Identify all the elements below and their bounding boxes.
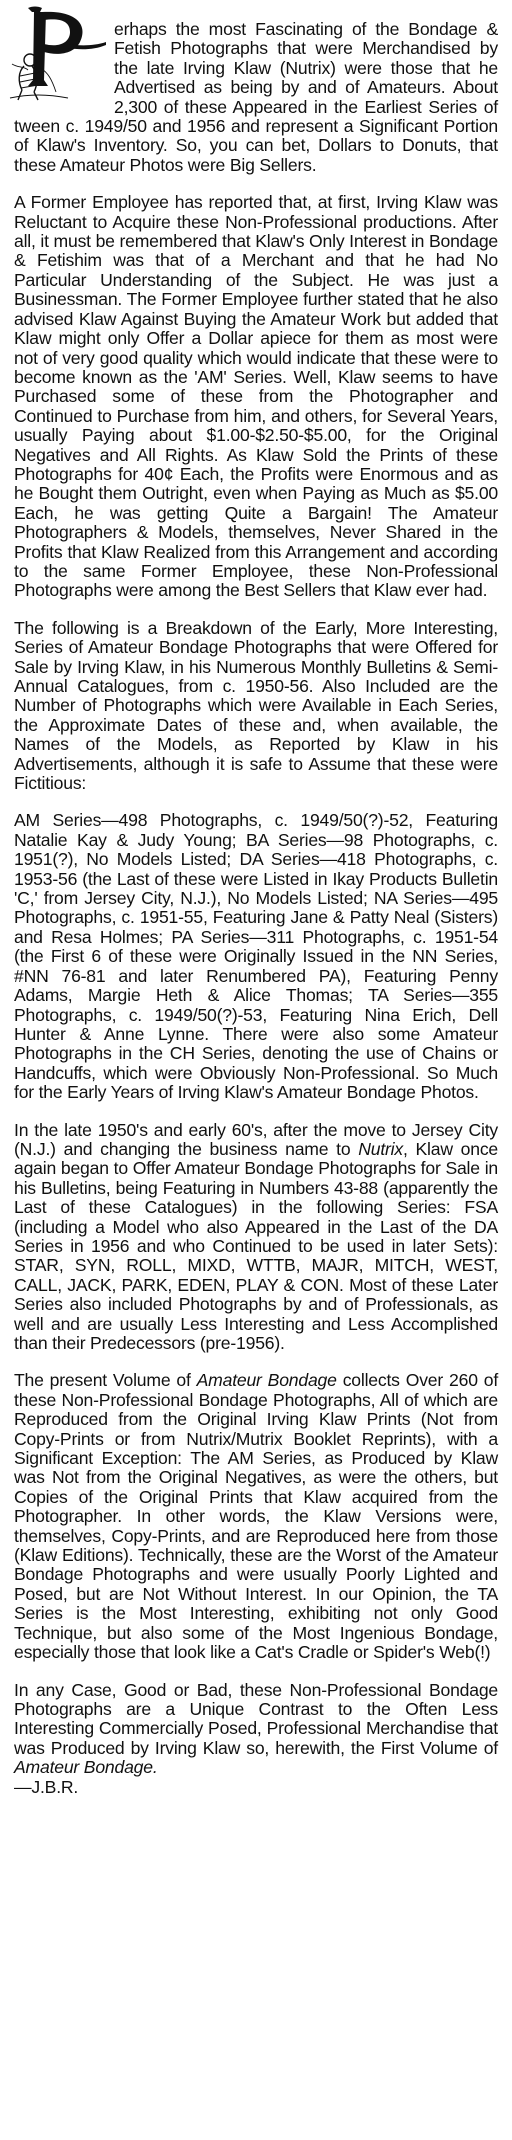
author-signature: —J.B.R. <box>14 1776 79 1797</box>
paragraph-intro-text: erhaps the most Fascinating of the Bondage & Fetish Photographs that were Merchandised by the late Irving Klaw (Nutrix) were those that he Advertised as being by and of Amateurs. About 2,300 of these Appeared in the Earliest Series of tween c. 1949/50 and 1956 and represent a Significant Portion of Klaw's Inventory. So, you can bet, Dollars to Donuts, that these Amateur Photos were Big Sellers. <box>14 19 498 175</box>
paragraph-present-volume-a: The present Volume of <box>14 1370 197 1391</box>
business-name: Nutrix <box>358 1138 403 1159</box>
paragraph-later-series-a: In the late 1950's and early 60's, after the move to Jersey City (N.J.) and changing the business name to <box>14 1119 498 1159</box>
paragraph-present-volume <box>14 1371 498 1662</box>
volume-title: Amateur Bondage <box>196 1370 337 1391</box>
volume-title-closing: Amateur Bondage. <box>14 1757 158 1778</box>
paragraph-later-series-b: , Klaw once again began to Offer Amateur Bondage Photographs for Sale in his Bulletins, being Featuring in Numbers 43-88 (apparently the Last of these Catalogues) in the following Series: FSA (including a Model who also Appeared in the Last of the DA Series in 1956 and who Continued to be used in later Sets): STAR, SYN, ROLL, MIXD, WTTB, MAJR, MITCH, WEST, CALL, JACK, PARK, EDEN, PLAY & CON. Most of these Later Series also included Photographs by and of Professionals, as well and are usually Less Interesting and Less Accomplished than their Predecessors (pre-1956). <box>14 1138 498 1353</box>
paragraph-present-volume-b: collects Over 260 of these Non-Professional Bondage Photographs, All of which are Reproduced from the Original Irving Klaw Prints (Not from Copy-Prints or from Nutrix/Mutrix Booklet Reprints), with a Significant Exception: The AM Series, as Produced by Klaw was Not from the Original Negatives, as were the others, but Copies of the Original Prints that Klaw acquired from the Photographer. In other words, the Klaw Versions were, themselves, Copy-Prints, and are Reproduced here from those (Klaw Editions). Technically, these are the Worst of the Amateur Bondage Photographs and were usually Poorly Lighted and Posed, but are Not Without Interest. In our Opinion, the TA Series is the Most Interesting, exhibiting not only Good Technique, but also some of the Most Ingenious Bondage, especially those that look like a Cat's Cradle or Spider's Web(!) <box>14 1370 499 1663</box>
paragraph-later-series <box>14 1121 498 1354</box>
paragraph-conclusion <box>14 1681 498 1778</box>
paragraph-series-list: AM Series—498 Photographs, c. 1949/50(?)-52, Featuring Natalie Kay & Judy Young; BA Series—98 Photographs, c. 1951(?), No Models Listed; DA Series—418 Photographs, c. 1953-56 (the Last of these were Listed in Ikay Products Bulletin 'C,' from Jersey City, N.J.), No Models Listed; NA Series—495 Photographs, c. 1951-55, Featuring Jane & Patty Neal (Sisters) and Resa Holmes; PA Series—311 Photographs, c. 1951-54 (the First 6 of these were Originally Issued in the NN Series, #NN 76-81 and later Renumbered PA), Featuring Penny Adams, Margie Heth & Alice Thomas; TA Series—355 Photographs, c. 1949/50(?)-53, Featuring Nina Erich, Dell Hunter & Anne Lynne. There were also some Amateur Photographs in the CH Series, denoting the use of Chains or Handcuffs, which were Obviously Non-Professional. So Much for the Early Years of Irving Klaw's Amateur Bondage Photos. <box>14 810 498 1103</box>
paragraph-intro <box>14 20 498 175</box>
paragraph-breakdown-intro: The following is a Breakdown of the Early, More Interesting, Series of Amateur Bondage Photographs that were Offered for Sale by Irving Klaw, in his Numerous Monthly Bulletins & Semi-Annual Catalogues, from c. 1950-56. Also Included are the Number of Photographs which were Available in Each Series, the Approximate Dates of these and, when available, the Names of the Models, as Reported by Klaw in his Advertisements, although it is safe to Assume that these were Fictitious: <box>14 617 498 794</box>
paragraph-former-employee: A Former Employee has reported that, at first, Irving Klaw was Reluctant to Acquire these Non-Professional productions. After all, it must be remembered that Klaw's Only Interest in Bondage & Fetishim was that of a Merchant and that he had No Particular Understanding of the Subject. He was just a Businessman. The Former Employee further stated that he also advised Klaw Against Buying the Amateur Work but added that Klaw might only Offer a Dollar apiece for them as most were not of very good quality which would indicate that these were to become known as the 'AM' Series. Well, Klaw seems to have Purchased some of these from the Photographer and Continued to Purchase from him, and others, for Several Years, usually Paying about $1.00-$2.50-$5.00, for the Original Negatives and All Rights. As Klaw Sold the Prints of these Photographs for 40¢ Each, the Profits were Enormous and as he Bought them Outright, even when Paying as Much as $5.00 Each, he was getting Quite a Bargain! The Amateur Photographers & Models, themselves, Never Shared in the Profits that Klaw Realized from this Arrangement and according to the same Former Employee, these Non-Professional Photographs were among the Best Sellers that Klaw ever had. <box>14 192 498 601</box>
illustrated-drop-cap <box>8 6 108 104</box>
paragraph-conclusion-a: In any Case, Good or Bad, these Non-Professional Bondage Photographs are a Unique Contrast to the Often Less Interesting Commercially Posed, Professional Merchandise that was Produced by Irving Klaw so, herewith, the First Volume of <box>14 1679 498 1758</box>
illustrated-letter-p-with-bound-figure-icon <box>8 6 108 104</box>
